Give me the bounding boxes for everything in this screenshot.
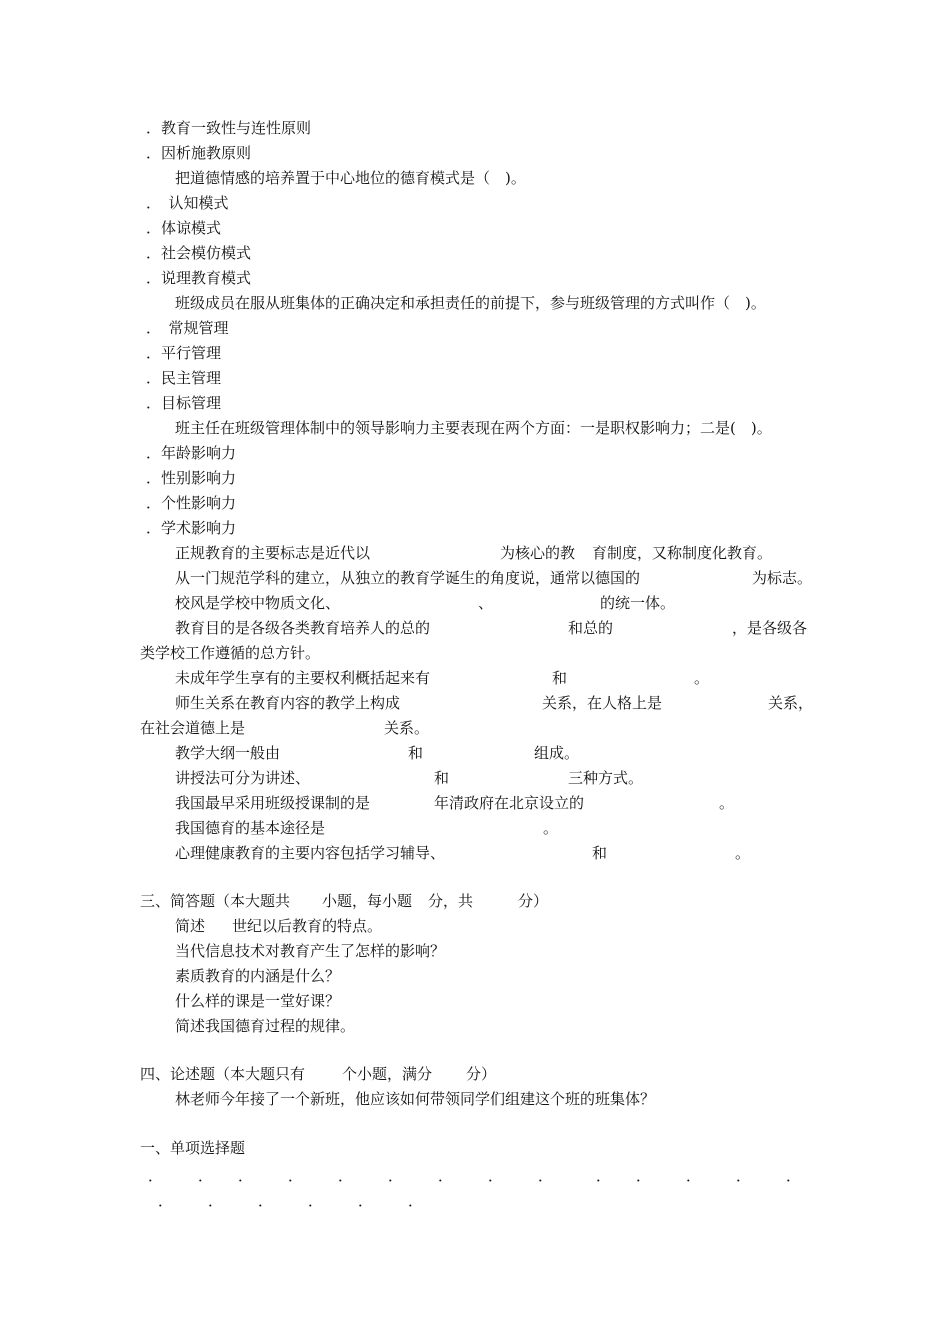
answer-dot: ． bbox=[148, 1167, 164, 1185]
section-heading: 小题，每小题 bbox=[322, 892, 413, 910]
fill-blank-text: 为核心的教 bbox=[500, 544, 576, 562]
fill-blank-text: 校风是学校中物质文化、 bbox=[175, 594, 341, 612]
answer-dot: ． bbox=[308, 1192, 324, 1210]
answer-dot: ． bbox=[538, 1167, 554, 1185]
answer-dot: ． bbox=[288, 1167, 304, 1185]
section-heading: 分，共 bbox=[428, 892, 474, 910]
question-text: 世纪以后教育的特点。 bbox=[232, 917, 383, 935]
answer-dot: ． bbox=[208, 1192, 224, 1210]
answer-dot: ． bbox=[388, 1167, 404, 1185]
answer-dot: ． bbox=[258, 1192, 274, 1210]
fill-blank-text: 关系。 bbox=[384, 719, 430, 737]
section-heading: 个小题，满分 bbox=[342, 1065, 433, 1083]
question-text: 当代信息技术对教育产生了怎样的影响？ bbox=[175, 942, 446, 960]
fill-blank-text: 组成。 bbox=[534, 744, 580, 762]
answer-dot: ． bbox=[158, 1192, 174, 1210]
answer-dot: ． bbox=[636, 1167, 652, 1185]
option-line: ．社会模仿模式 bbox=[146, 244, 252, 262]
option-line: ． 常规管理 bbox=[146, 319, 229, 337]
option-line: ．因析施教原则 bbox=[146, 144, 252, 162]
section-heading: 三、简答题（本大题共 bbox=[140, 892, 291, 910]
answer-dot: ． bbox=[408, 1192, 424, 1210]
answer-dot: ． bbox=[238, 1167, 254, 1185]
answer-dot: ． bbox=[686, 1167, 702, 1185]
question-text: 简述我国德育过程的规律。 bbox=[175, 1017, 356, 1035]
fill-blank-text: 。 bbox=[543, 819, 559, 837]
answer-dot: ． bbox=[736, 1167, 752, 1185]
fill-blank-text: 类学校工作遵循的总方针。 bbox=[140, 644, 321, 662]
section-heading: 分） bbox=[518, 892, 549, 910]
fill-blank-text: 教育目的是各级各类教育培养人的总的 bbox=[175, 619, 431, 637]
option-line: ．说理教育模式 bbox=[146, 269, 252, 287]
option-line: ．性别影响力 bbox=[146, 469, 237, 487]
question-text: 班主任在班级管理体制中的领导影响力主要表现在两个方面：一是职权影响力；二是( )。 bbox=[175, 419, 772, 437]
fill-blank-text: 和总的 bbox=[568, 619, 614, 637]
question-text: 林老师今年接了一个新班，他应该如何带领同学们组建这个班的班集体？ bbox=[175, 1090, 656, 1108]
answer-dot: ． bbox=[198, 1167, 214, 1185]
fill-blank-text: 。 bbox=[694, 669, 710, 687]
fill-blank-text: 。 bbox=[719, 794, 735, 812]
fill-blank-text: 的统一体。 bbox=[600, 594, 676, 612]
option-line: ．个性影响力 bbox=[146, 494, 237, 512]
answer-row-2 bbox=[0, 1191, 950, 1211]
fill-blank-text: 育制度，又称制度化教育。 bbox=[592, 544, 773, 562]
section-heading: 四、论述题（本大题只有 bbox=[140, 1065, 306, 1083]
fill-blank-text: 我国德育的基本途径是 bbox=[175, 819, 326, 837]
fill-blank-text: 和 bbox=[408, 744, 424, 762]
answer-dot: ． bbox=[338, 1167, 354, 1185]
option-line: ． 认知模式 bbox=[146, 194, 229, 212]
question-text: 把道德情感的培养置于中心地位的德育模式是（ )。 bbox=[175, 169, 526, 187]
answer-dot: ． bbox=[596, 1167, 612, 1185]
answer-dot: ． bbox=[358, 1192, 374, 1210]
fill-blank-text: 未成年学生享有的主要权利概括起来有 bbox=[175, 669, 431, 687]
fill-blank-text: 正规教育的主要标志是近代以 bbox=[175, 544, 371, 562]
question-text: 什么样的课是一堂好课？ bbox=[175, 992, 341, 1010]
option-line: ．体谅模式 bbox=[146, 219, 222, 237]
option-line: ．年龄影响力 bbox=[146, 444, 237, 462]
fill-blank-text: 教学大纲一般由 bbox=[175, 744, 281, 762]
fill-blank-text: ，是各级各 bbox=[732, 619, 808, 637]
answer-row-1 bbox=[0, 1166, 950, 1186]
answer-dot: ． bbox=[488, 1167, 504, 1185]
fill-blank-text: 我国最早采用班级授课制的是 bbox=[175, 794, 371, 812]
fill-blank-text: 关系， bbox=[768, 694, 814, 712]
fill-blank-text: 年清政府在北京设立的 bbox=[434, 794, 585, 812]
question-text: 素质教育的内涵是什么？ bbox=[175, 967, 341, 985]
option-line: ．教育一致性与连性原则 bbox=[146, 119, 312, 137]
fill-blank-text: 和 bbox=[592, 844, 608, 862]
fill-blank-text: 为标志。 bbox=[752, 569, 813, 587]
answer-dot: ． bbox=[438, 1167, 454, 1185]
question-text: 简述 bbox=[175, 917, 206, 935]
option-line: ．民主管理 bbox=[146, 369, 222, 387]
fill-blank-text: 讲授法可分为讲述、 bbox=[175, 769, 311, 787]
option-line: ．学术影响力 bbox=[146, 519, 237, 537]
fill-blank-text: 从一门规范学科的建立，从独立的教育学诞生的角度说，通常以德国的 bbox=[175, 569, 641, 587]
fill-blank-text: 、 bbox=[478, 594, 494, 612]
fill-blank-text: 。 bbox=[735, 844, 751, 862]
section-heading: 分） bbox=[466, 1065, 497, 1083]
option-line: ．目标管理 bbox=[146, 394, 222, 412]
answer-heading: 一、单项选择题 bbox=[140, 1139, 246, 1157]
fill-blank-text: 关系，在人格上是 bbox=[542, 694, 663, 712]
question-text: 班级成员在服从班集体的正确决定和承担责任的前提下，参与班级管理的方式叫作（ )。 bbox=[175, 294, 766, 312]
fill-blank-text: 和 bbox=[552, 669, 568, 687]
fill-blank-text: 和 bbox=[434, 769, 450, 787]
answer-dot: ． bbox=[786, 1167, 802, 1185]
fill-blank-text: 心理健康教育的主要内容包括学习辅导、 bbox=[175, 844, 446, 862]
fill-blank-text: 在社会道德上是 bbox=[140, 719, 246, 737]
fill-blank-text: 师生关系在教育内容的教学上构成 bbox=[175, 694, 401, 712]
option-line: ．平行管理 bbox=[146, 344, 222, 362]
fill-blank-text: 三种方式。 bbox=[568, 769, 644, 787]
